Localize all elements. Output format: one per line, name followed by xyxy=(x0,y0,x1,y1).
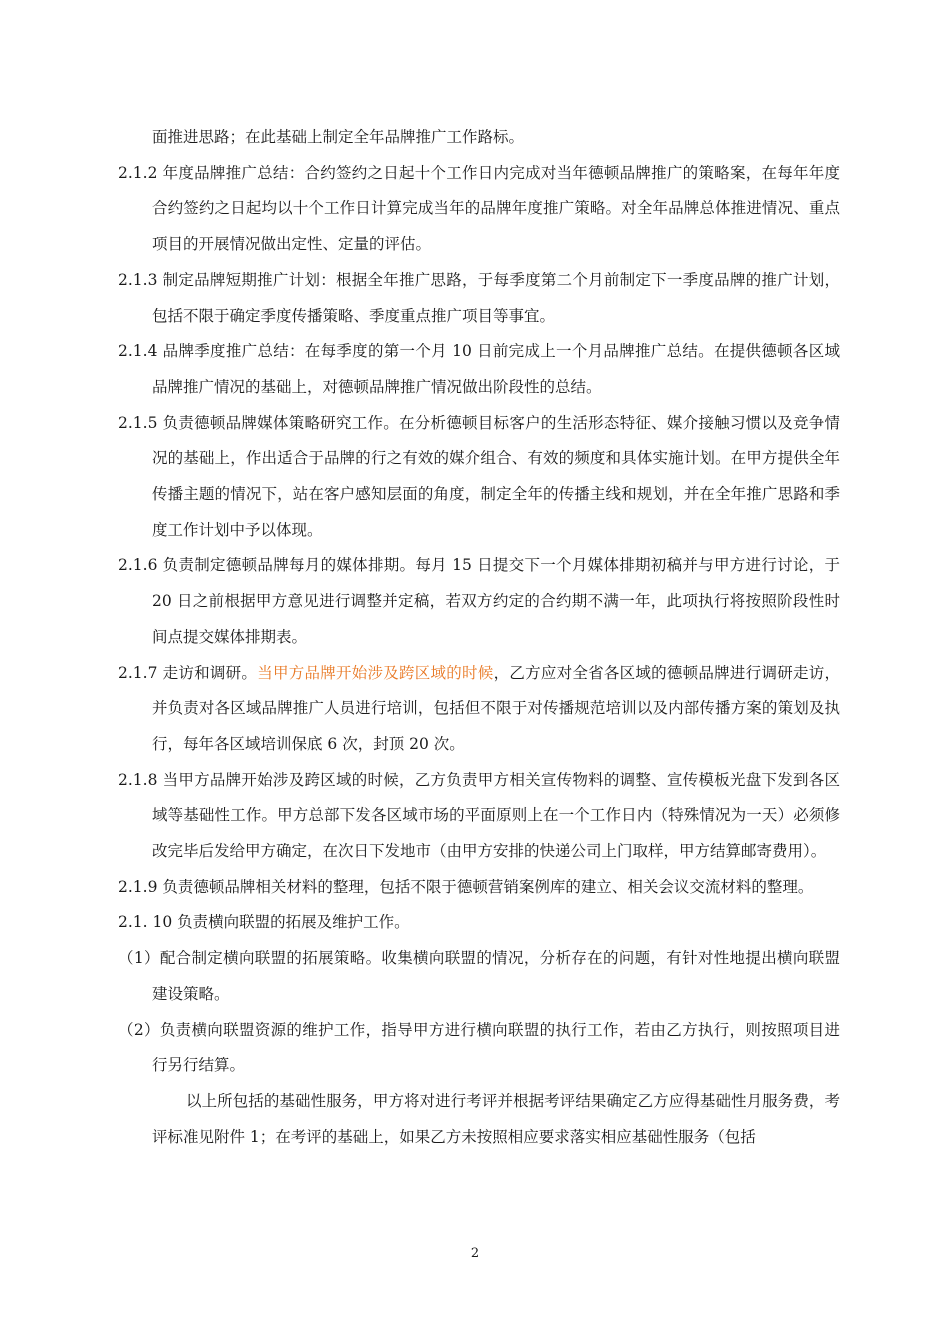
clause-2-1-6: 2.1.6 负责制定德顿品牌每月的媒体排期。每月 15 日提交下一个月媒体排期初稿并与甲方进行讨论，于 20 日之前根据甲方意见进行调整并定稿，若双方约定的合约期不满一年，此项执行将按照阶段性时间点提交媒体排期表。 xyxy=(118,556,840,646)
summary-paragraph: 以上所包括的基础性服务，甲方将对进行考评并根据考评结果确定乙方应得基础性月服务费，考评标准见附件 1；在考评的基础上，如果乙方未按照相应要求落实相应基础性服务（包括 xyxy=(152,1091,840,1146)
clause-2-1-3: 2.1.3 制定品牌短期推广计划：根据全年推广思路，于每季度第二个月前制定下一季度品牌的推广计划，包括不限于确定季度传播策略、季度重点推广项目等事宜。 xyxy=(118,270,840,325)
clause-2-1-7 xyxy=(118,656,840,763)
paragraph-continuation: 面推进思路；在此基础上制定全年品牌推广工作路标。 xyxy=(152,128,525,146)
clause-2-1-8: 2.1.8 当甲方品牌开始涉及跨区域的时候，乙方负责甲方相关宣传物料的调整、宣传模板光盘下发到各区域等基础性工作。甲方总部下发各区域市场的平面原则上在一个工作日内（特殊情况为一天）必须修改完毕后发给甲方确定，在次日下发地市（由甲方安排的快递公司上门取样，甲方结算邮寄费用）。 xyxy=(118,770,840,861)
clause-2-1-9: 2.1.9 负责德顿品牌相关材料的整理，包括不限于德顿营销案例库的建立、相关会议交流材料的整理。 xyxy=(118,877,814,896)
sub-item-2: （2）负责横向联盟资源的维护工作，指导甲方进行横向联盟的执行工作，若由乙方执行，则按照项目进行另行结算。 xyxy=(118,1020,840,1075)
clause-2-1-4: 2.1.4 品牌季度推广总结：在每季度的第一个月 10 日前完成上一个月品牌推广总结。在提供德顿各区域品牌推广情况的基础上，对德顿品牌推广情况做出阶段性的总结。 xyxy=(118,342,840,396)
document-body xyxy=(118,120,840,1155)
page-number: 2 xyxy=(470,1246,480,1261)
sub-item-1: （1）配合制定横向联盟的拓展策略。收集横向联盟的情况，分析存在的问题，有针对性地提出横向联盟建设策略。 xyxy=(118,949,840,1003)
clause-2-1-7-lead: 2.1.7 走访和调研。 xyxy=(118,663,258,682)
highlighted-text: 当甲方品牌开始涉及跨区域的时候 xyxy=(257,663,494,682)
clause-2-1-10: 2.1. 10 负责横向联盟的拓展及维护工作。 xyxy=(118,913,410,932)
clause-2-1-2: 2.1.2 年度品牌推广总结：合约签约之日起十个工作日内完成对当年德顿品牌推广的策略案，在每年年度合约签约之日起均以十个工作日计算完成当年的品牌年度推广策略。对全年品牌总体推进情况、重点项目的开展情况做出定性、定量的评估。 xyxy=(118,163,840,254)
clause-2-1-5: 2.1.5 负责德顿品牌媒体策略研究工作。在分析德顿目标客户的生活形态特征、媒介接触习惯以及竞争情况的基础上，作出适合于品牌的行之有效的媒介组合、有效的频度和具体实施计划。在甲方提供全年传播主题的情况下，站在客户感知层面的角度，制定全年的传播主线和规划，并在全年推广思路和季度工作计划中予以体现。 xyxy=(118,413,840,539)
clause-2-1-7-rest: ，乙方应对全省各区域的德顿品牌进行调研走访，并负责对各区域品牌推广人员进行培训，包括但不限于对传播规范培训以及内部传播方案的策划及执行，每年各区域培训保底 6 次，封顶 20 次。 xyxy=(152,663,840,753)
